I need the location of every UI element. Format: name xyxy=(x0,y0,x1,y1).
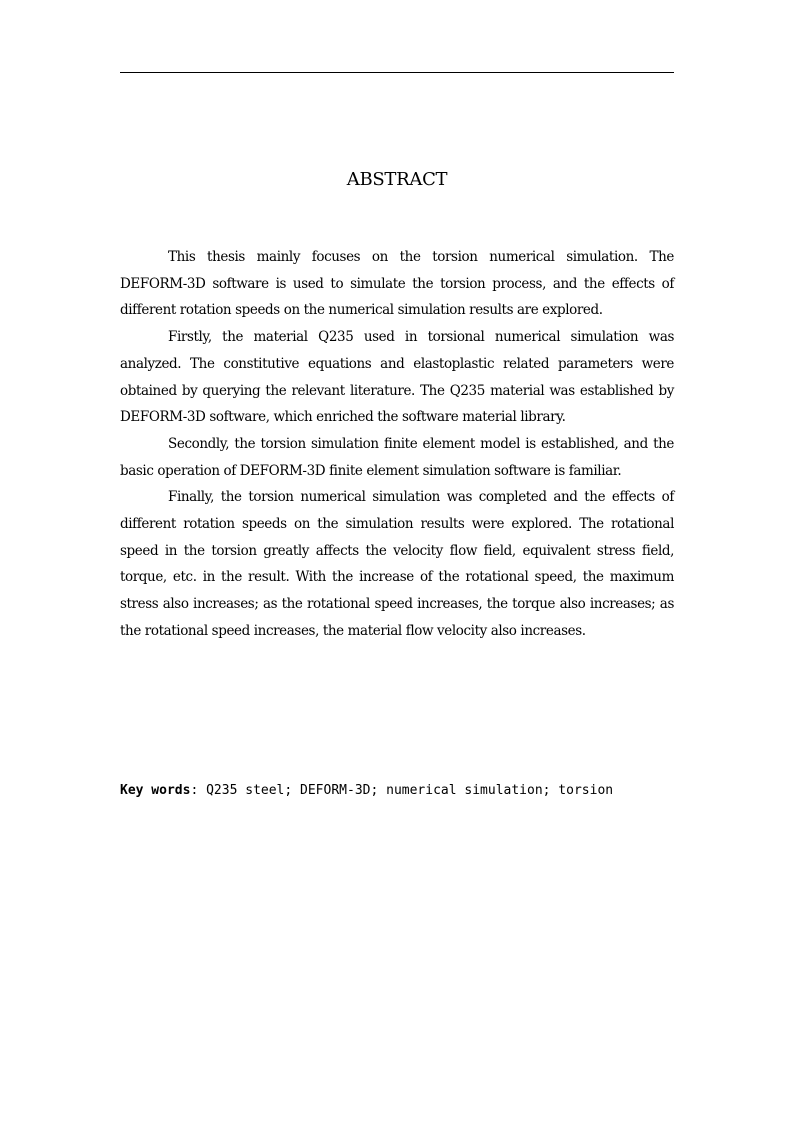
abstract-paragraph: Finally, the torsion numerical simulation was completed and the effects of different rotation speeds on the simulation results were explored. The rotational speed in the torsion greatly affects the velocity flow field, equivalent stress field, torque, etc. in the result. With the increase of the rotational speed, the maximum stress also increases; as the rotational speed increases, the torque also increases; as the rotational speed increases, the material flow velocity also increases. xyxy=(120,489,674,639)
abstract-paragraph: This thesis mainly focuses on the torsion numerical simulation. The DEFORM-3D software is used to simulate the torsion process, and the effects of different rotation speeds on the numerical simulation results are explored. xyxy=(120,249,674,319)
header-rule xyxy=(120,72,674,73)
abstract-body xyxy=(120,244,674,645)
abstract-title: ABSTRACT xyxy=(346,169,448,190)
abstract-paragraph: Firstly, the material Q235 used in torsional numerical simulation was analyzed. The constitutive equations and elastoplastic related parameters were obtained by querying the relevant literature. The Q235 material was established by DEFORM-3D software, which enriched the software material library. xyxy=(120,329,674,426)
keywords-line xyxy=(120,779,674,803)
keywords-text: Q235 steel; DEFORM-3D; numerical simulation; torsion xyxy=(206,783,614,798)
keywords-separator: : xyxy=(190,783,207,798)
keywords-label: Key words xyxy=(120,783,191,798)
abstract-paragraph: Secondly, the torsion simulation finite element model is established, and the basic operation of DEFORM-3D finite element simulation software is familiar. xyxy=(120,435,674,479)
